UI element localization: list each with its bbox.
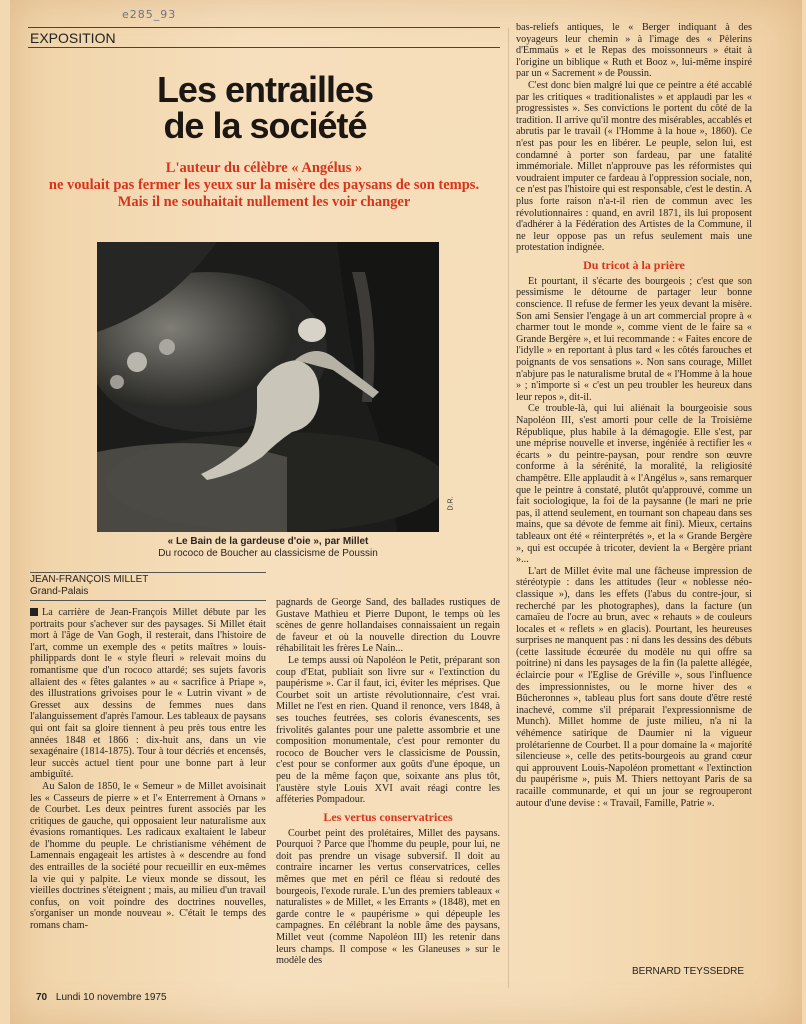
paragraph: pagnards de George Sand, des ballades rustiques de Gustave Mathieu et Pierre Dupont, le temps où les scènes de genre hollandaises connaissaient un regain de faveur et où la nouvelle direction du Louvre réhabilitait les frères Le Nain... (276, 597, 500, 655)
paragraph: L'art de Millet évite mal une fâcheuse impression de stéréotypie : dans les attitudes (leur « noblesse néo-classique »), dans les effets (l'abus du contre-jour, si recherché par les photographes), dans la facture (un camaïeu de l'ocre au brun, avec « rehauts » de couleurs locales et « reflets » en glacis). Pourtant, les heureuses surprises ne manquent pas : ni dans les dessins des débuts (cette lassitude écœurée du modèle nu qui offre sa poitrine) ni dans les paysages de la fin (la palette allégée, éclaircie pour « l'Eglise de Gréville », sous l'influence des impressionnistes, ou le morne hiver des « Bûcheronnes », tableau plus fort sans doute d'être resté inachevé, comme s'il préparait l'expressionnisme de Munch). Millet homme de juste milieu, n'a ni la véhémence satirique de Daumier ni la vigueur prolétarienne de Courbet. Il a pour domaine la « majorité silencieuse », celle des petits-bourgeois au grand cœur qui approuvent Louis-Napoléon promettant « l'extinction du paupérisme », puis M. Thiers nettoyant Paris de sa racaille communarde, et qui un jour se regrouperont autour d'une devise : « Travail, Famille, Patrie ». (516, 565, 752, 809)
article-column-2 (276, 597, 500, 967)
section-label: EXPOSITION (30, 30, 116, 46)
column-divider (508, 28, 509, 988)
headline-line: Les entrailles (156, 69, 374, 110)
paragraph: Courbet peint des prolétaires, Millet des paysans. Pourquoi ? Parce que l'homme du peuple, pour lui, ne doit pas prendre un visage subversif. Il doit au contraire incarner les vertus conservatrices, celles mêmes que met en péril ce fléau si redouté des bourgeois, l'exode rurale. L'un des premiers tableaux « naturalistes » de Millet, « les Errants » (1848), met en garde contre le « paupérisme » qui dépeuple les campagnes. En célébrant la noble âme des paysans, Millet veut (comme Napoléon III) les retenir dans leurs champs. Il compose « les Glaneuses » sur le modèle des (276, 827, 500, 967)
headline (100, 69, 430, 146)
subheadline-line: Mais il ne souhaitait nullement les voir changer (117, 194, 411, 210)
author-rule (30, 572, 266, 573)
paragraph: Le temps aussi où Napoléon le Petit, préparant son coup d'Etat, publiait son livre sur « l'extinction du paupérisme ». Car il faut, ici, éviter les méprises. Que Courbet soit un artiste révolutionnaire, c'est vrai. Millet ne l'est en rien. Quand il renonce, vers 1848, à ses touches feutrées, ses coloris évanescents, ses frivolités galantes pour une palette assombrie et une composition monumentale, c'est pour remonter du rococo de Boucher vers le classicisme de Poussin, c'est pour se conformer aux goûts d'une époque, un peu de la même façon que, soixante ans plus tôt, l'austère style Louis XVI avait réagi contre les afféteries Pompadour. (276, 654, 500, 806)
bullet-square-icon (30, 608, 38, 616)
author-rule (30, 600, 266, 601)
exhibition-place: Grand-Palais (30, 586, 89, 597)
photo-caption (97, 536, 439, 560)
headline-line: de la société (163, 105, 367, 146)
exhibition-info (30, 574, 148, 598)
painting-photo (97, 242, 439, 532)
photo-credit: D.R. (447, 496, 455, 511)
paragraph: bas-reliefs antiques, le « Berger indiquant à des voyageurs leur chemin » à l'image des « Pèlerins d'Emmaüs » et le Repas des moissonneurs » était à l'origine un biblique « Ruth et Booz », lui-même inspiré par un « Sacrement » de Poussin. (516, 22, 752, 80)
subheadline-line: ne voulait pas fermer les yeux sur la misère des paysans de son temps. (48, 177, 480, 193)
header-rule (28, 27, 500, 28)
caption-title: « Le Bain de la gardeuse d'oie », par Millet (167, 536, 369, 547)
paragraph: Et pourtant, il s'écarte des bourgeois ; c'est que son pessimisme le détourne de partager leur bonne conscience. Il refuse de fermer les yeux devant la misère. Son ami Sensier l'engage à un art commercial propre à « charmer tout le monde », comme vient de le faire sa « Grande Bergère », et lui recommande : « Faites encore de l'idylle » en reportant à plus tard « les côtés farouches et poignants de vos sensations ». Non sans courage, Millet n'abjure pas le naturalisme brutal de « l'Homme à la houe » ; n'importe si « c'est un peu troubler les heureux dans leur repos », dit-il. (516, 275, 752, 403)
issue-date: Lundi 10 novembre 1975 (55, 992, 167, 1003)
paragraph: La carrière de Jean-François Millet débute par les portraits pour s'achever sur des paysages. Si Millet était mort à l'âge de Van Gogh, il resterait, dans l'histoire de l'art, comme un exemple des « petits maîtres » louis-philippards dont le « style fleuri » relevait moins du romantisme que d'un rococo attardé; ses sujets favoris allaient des « fêtes galantes » au « sacrifice à Priape », des illustrations grivoises pour le « Lutrin vivant » de Gresset aux dessins de femmes nues dans l'alanguissement d'après l'amour. Les tableaux de paysans qui ont fait sa gloire tiennent à peu près tous entre les années 1848 et 1866 : dix-huit ans, dans un vie sexagénaire (1814-1875). Tour à tour décriés et encensés, leur succès actuel tient pour une bonne part à leur ambiguïté. (30, 607, 266, 781)
paragraph: Au Salon de 1850, le « Semeur » de Millet avoisinait les « Casseurs de pierre » et l'« Enterrement à Ornans » de Courbet. Les deux peintres furent associés par les critiques de gauche, qui opposaient leur naturalisme aux évasions romantiques. Les radicaux exaltaient le labeur de l'homme du peuple. Le christianisme véhément de Lamennais engageait les artistes à « descendre au fond des entrailles de la société pour recueillir en eux-mêmes la vie qui y palpite. Le vieux monde se dissout, les vieilles doctrines s'éteignent ; mais, au milieu d'un travail confus, on voit poindre des doctrines nouvelles, s'organiser un monde nouveau ». C'était le temps des romans cham- (30, 780, 266, 932)
caption-subtitle: Du rococo de Boucher au classicisme de Poussin (158, 548, 378, 559)
subheadline-line: L'auteur du célèbre « Angélus » (165, 160, 363, 176)
handwritten-annotation: e285_93 (122, 8, 177, 21)
author-signature: BERNARD TEYSSEDRE (632, 966, 745, 977)
article-column-3 (516, 22, 752, 809)
article-column-1 (30, 607, 266, 932)
subheading: Les vertus conservatrices (323, 809, 453, 824)
subheadline (28, 160, 500, 211)
header-rule (28, 47, 500, 48)
painting-image (97, 242, 439, 532)
page-number: 70 (36, 992, 48, 1003)
paragraph: C'est donc bien malgré lui que ce peintre a été accablé par les critiques « traditionalistes » et applaudi par les « progressistes ». Ses convictions le portent du côté de la tradition. Il arrive qu'il montre des misérables, accablés et abrutis par le travail (« l'Homme à la houe », 1860). Ce n'est pas pour les en libérer. Le peuple, selon lui, est condamné à porter son fardeau, par une fatalité immémoriale. Millet n'approuve pas les réformistes qui voudraient imputer ce fardeau à l'oppression sociale, non, ce n'est pas l'histoire qui est responsable, c'est le destin. A plus forte raison n'a-t-il rien de commun avec les révolutionnaires : quand, en avril 1871, ils lui proposent d'adhérer à la Fédération des Artistes de la Commune, il ne leur oppose pas un refus seulement mais une protestation indignée. (516, 79, 752, 254)
page-footer (36, 992, 167, 1003)
exhibition-name: JEAN-FRANÇOIS MILLET (30, 574, 149, 585)
subheading: Du tricot à la prière (583, 257, 685, 272)
paragraph: Ce trouble-là, qui lui aliénait la bourgeoisie sous Napoléon III, s'est amorti pour celle de la Troisième République, plus habile à la démagogie. Elle s'est, par une méprise nouvelle et inverse, ingéniée à rectifier les « écarts » du peintre-paysan, pour rendre son œuvre conforme à la sérénité, la moralité, la religiosité champêtre. Elle applaudit à « l'Angélus », sans remarquer que le peintre à constaté, plutôt qu'approuvé, comme un fait sociologique, la foi de la paysanne (le mari ne prie pas, il attend seulement, en tournant son chapeau dans ses mains, que sa dévote de femme ait fini). Mieux, certains tableaux ont été « réinterprétés », et la « Grande Bergère », qui est occupée à tricoter, devient la « Bergère priant »... (516, 403, 752, 566)
